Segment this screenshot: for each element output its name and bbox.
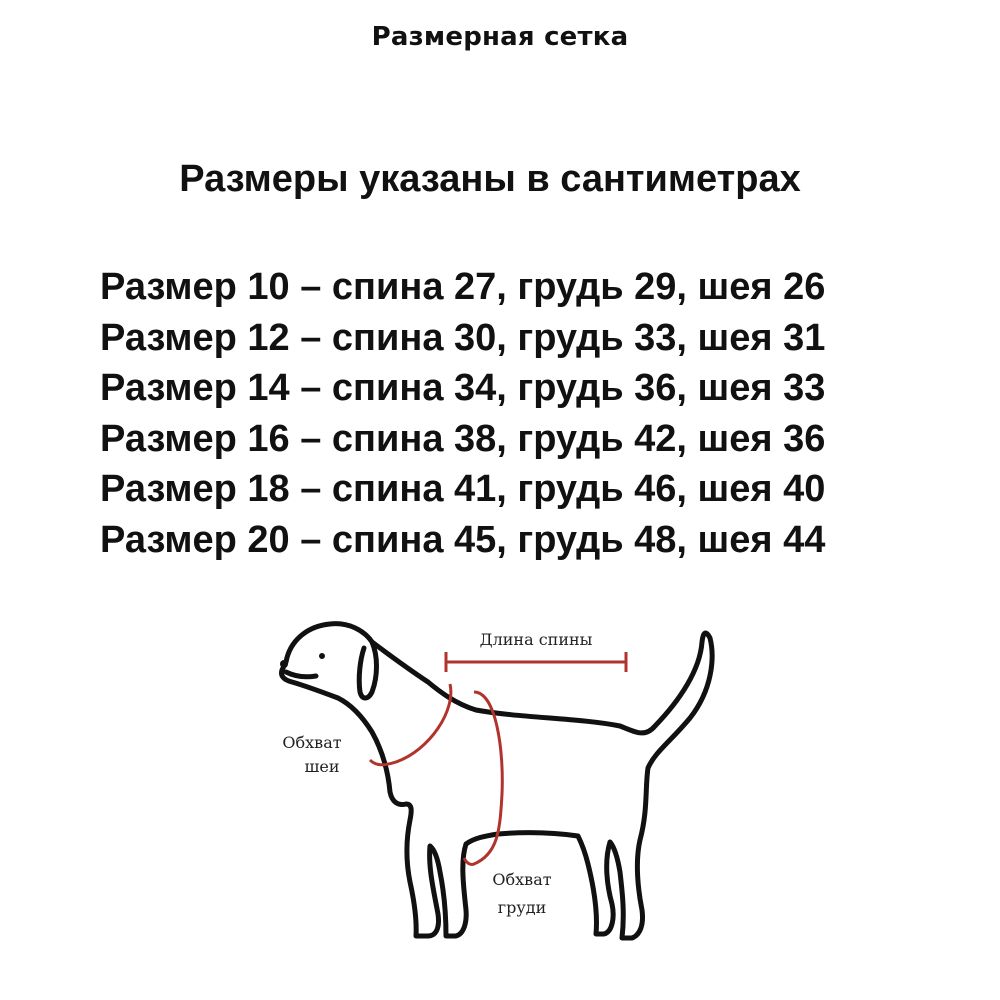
units-subtitle: Размеры указаны в сантиметрах	[179, 158, 801, 200]
size-row-14: Размер 14 – спина 34, грудь 36, шея 33	[100, 367, 826, 409]
size-row-16: Размер 16 – спина 38, грудь 42, шея 36	[100, 417, 826, 460]
size-list	[100, 262, 825, 565]
page-title: Размерная сетка	[371, 22, 629, 52]
chest-label-line2: груди	[497, 898, 547, 917]
size-row-18: Размер 18 – спина 41, грудь 46, шея 40	[100, 468, 826, 510]
neck-label-line1: Обхват	[282, 733, 342, 752]
dog-outline-icon	[280, 624, 712, 938]
size-row-12: Размер 12 – спина 30, грудь 33, шея 31	[100, 316, 826, 359]
dog-diagram-svg	[260, 600, 740, 990]
back-length-marker	[446, 652, 626, 672]
chest-label-line1: Обхват	[492, 870, 552, 889]
neck-label-line2: шеи	[304, 757, 340, 776]
dog-measurement-diagram	[260, 600, 740, 990]
back-length-label: Длина спины	[479, 630, 593, 649]
size-row-10: Размер 10 – спина 27, грудь 29, шея 26	[100, 266, 826, 308]
size-row-20: Размер 20 – спина 45, грудь 48, шея 44	[100, 518, 826, 561]
